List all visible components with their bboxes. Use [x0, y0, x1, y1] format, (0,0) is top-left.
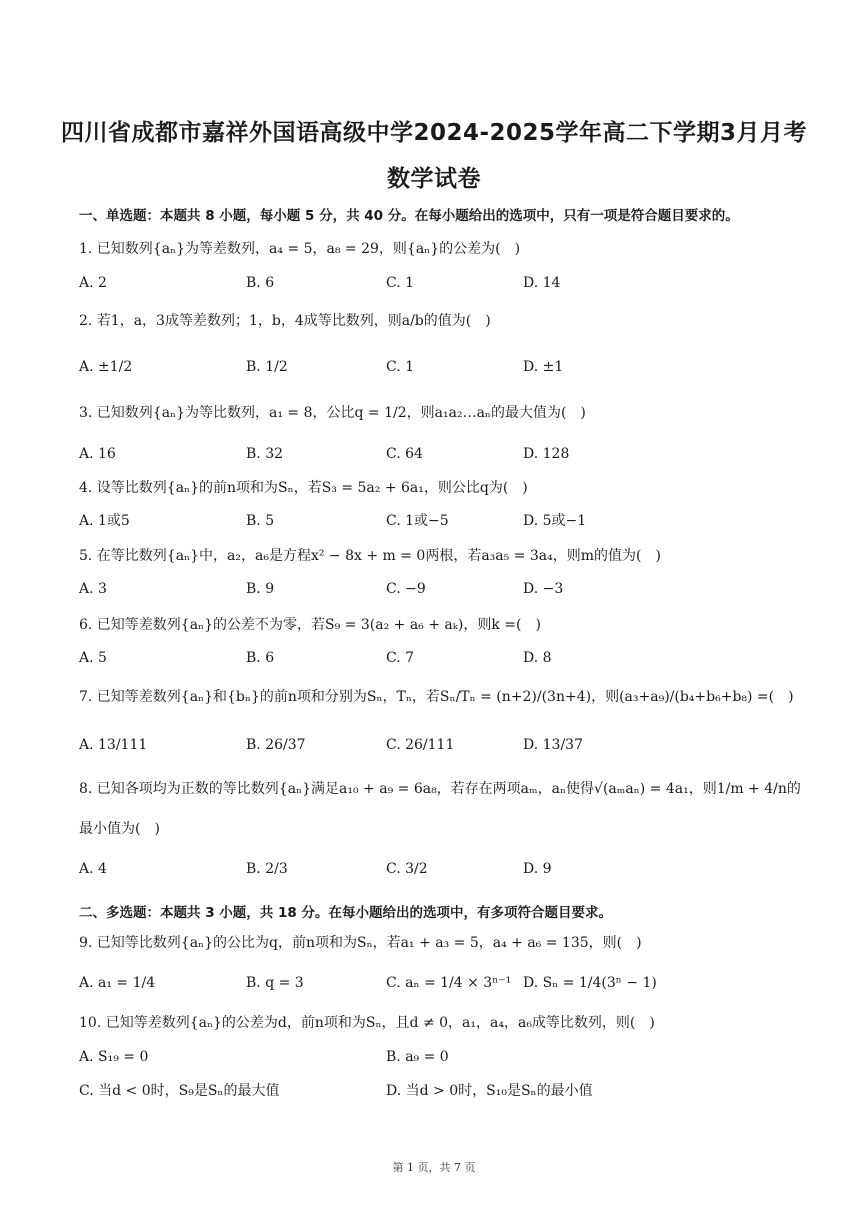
question-2-option-a: A. ±1/2: [79, 359, 133, 375]
question-1-stem: 1. 已知数列{aₙ}为等差数列，a₄ = 5，a₈ = 29，则{aₙ}的公差为( ): [79, 241, 521, 257]
question-7-option-b: B. 26/37: [246, 737, 306, 753]
question-9-option-d: D. Sₙ = 1/4(3ⁿ − 1): [523, 975, 657, 991]
question-7-stem: 7. 已知等差数列{aₙ}和{bₙ}的前n项和分别为Sₙ，Tₙ，若Sₙ/Tₙ = (n+2)/(3n+4)，则(a₃+a₉)/(b₄+b₆+b₈) =( ): [79, 689, 794, 705]
question-8-option-d: D. 9: [523, 861, 552, 877]
question-5-option-b: B. 9: [246, 581, 275, 597]
exam-subtitle: 数学试卷: [387, 166, 481, 192]
question-6-option-a: A. 5: [79, 650, 107, 666]
question-9-option-a: A. a₁ = 1/4: [79, 975, 156, 991]
question-8-option-c: C. 3/2: [386, 861, 428, 877]
question-5-option-a: A. 3: [79, 581, 107, 597]
question-6-stem: 6. 已知等差数列{aₙ}的公差不为零，若S₉ = 3(a₂ + a₆ + aₖ)，则k =( ): [79, 617, 541, 633]
question-8-option-a: A. 4: [79, 861, 107, 877]
question-2-option-d: D. ±1: [523, 359, 564, 375]
question-9-option-c: C. aₙ = 1/4 × 3ⁿ⁻¹: [386, 975, 512, 991]
question-9-option-b: B. q = 3: [246, 975, 304, 991]
question-5-option-c: C. −9: [386, 581, 426, 597]
question-9-stem: 9. 已知等比数列{aₙ}的公比为q，前n项和为Sₙ，若a₁ + a₃ = 5，a₄ + a₆ = 135，则( ): [79, 935, 642, 951]
question-3-option-c: C. 64: [386, 446, 423, 462]
question-3-option-b: B. 32: [246, 446, 284, 462]
question-2-option-c: C. 1: [386, 359, 415, 375]
question-8-stem: 8. 已知各项均为正数的等比数列{aₙ}满足a₁₀ + a₉ = 6a₈，若存在两项aₘ，aₙ使得√(aₘaₙ) = 4a₁，则1/m + 4/n的: [79, 781, 801, 797]
question-10-option-a: A. S₁₉ = 0: [79, 1049, 149, 1065]
question-2-stem: 2. 若1，a，3成等差数列；1，b，4成等比数列，则a/b的值为( ): [79, 313, 491, 329]
question-1-option-d: D. 14: [523, 275, 561, 291]
question-10-stem: 10. 已知等差数列{aₙ}的公差为d，前n项和为Sₙ，且d ≠ 0，a₁，a₄，a₆成等比数列，则( ): [79, 1015, 655, 1031]
question-7-option-d: D. 13/37: [523, 737, 583, 753]
question-5-stem: 5. 在等比数列{aₙ}中，a₂，a₆是方程x² − 8x + m = 0两根，若a₃a₅ = 3a₄，则m的值为( ): [79, 548, 661, 564]
section-heading-multiple-choice: 二、多选题：本题共 3 小题，共 18 分。在每小题给出的选项中，有多项符合题目要求。: [79, 905, 612, 921]
question-10-option-d: D. 当d > 0时，S₁₀是Sₙ的最小值: [386, 1083, 593, 1099]
question-10-option-b: B. a₉ = 0: [386, 1049, 449, 1065]
question-7-option-c: C. 26/111: [386, 737, 455, 753]
question-1-option-b: B. 6: [246, 275, 275, 291]
question-4-option-d: D. 5或−1: [523, 513, 587, 529]
question-3-option-d: D. 128: [523, 446, 570, 462]
question-5-option-d: D. −3: [523, 581, 564, 597]
question-6-option-d: D. 8: [523, 650, 552, 666]
question-8-stem-continued: 最小值为( ): [79, 821, 160, 837]
question-3-option-a: A. 16: [79, 446, 116, 462]
question-4-option-c: C. 1或−5: [386, 513, 449, 529]
section-heading-single-choice: 一、单选题：本题共 8 小题，每小题 5 分，共 40 分。在每小题给出的选项中，只有一项是符合题目要求的。: [79, 208, 739, 224]
question-3-stem: 3. 已知数列{aₙ}为等比数列，a₁ = 8，公比q = 1/2，则a₁a₂…aₙ的最大值为( ): [79, 405, 586, 421]
question-4-option-b: B. 5: [246, 513, 275, 529]
question-4-stem: 4. 设等比数列{aₙ}的前n项和为Sₙ，若S₃ = 5a₂ + 6a₁，则公比q为( ): [79, 480, 528, 496]
question-6-option-c: C. 7: [386, 650, 415, 666]
page-footer: 第 1 页，共 7 页: [392, 1161, 476, 1174]
question-8-option-b: B. 2/3: [246, 861, 288, 877]
question-10-option-c: C. 当d < 0时，S₉是Sₙ的最大值: [79, 1083, 280, 1099]
exam-title: 四川省成都市嘉祥外国语高级中学2024-2025学年高二下学期3月月考: [60, 120, 808, 146]
question-1-option-a: A. 2: [79, 275, 107, 291]
question-4-option-a: A. 1或5: [79, 513, 130, 529]
question-7-option-a: A. 13/111: [79, 737, 148, 753]
question-2-option-b: B. 1/2: [246, 359, 288, 375]
question-1-option-c: C. 1: [386, 275, 415, 291]
question-6-option-b: B. 6: [246, 650, 275, 666]
